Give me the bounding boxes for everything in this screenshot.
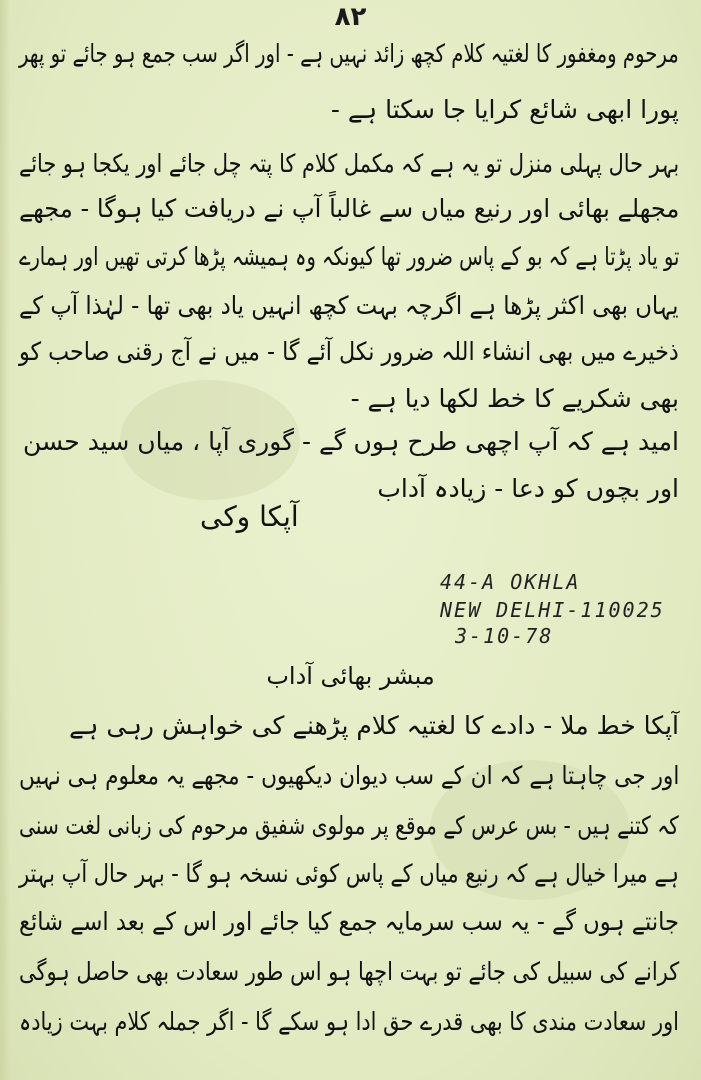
address-line-2: NEW DELHI-110025 <box>440 598 665 622</box>
address-date: 3-10-78 <box>455 624 554 648</box>
letter1-line: بھی شکریے کا خط لکھا دیا ہے - <box>350 384 679 413</box>
letter2-salutation: مبشر بھائی آداب <box>266 662 435 690</box>
letter2-line: اور سعادت مندی کا بھی قدرے حق ادا ہو سکے گا - اگر جملہ کلام بہت زیادہ <box>19 1007 679 1036</box>
letter2-line: کہ کتنے ہیں - بس عرس کے موقع پر مولوی شفیق مرحوم کی زبانی لغت سنی <box>19 811 679 840</box>
address-line-1: 44-A OKHLA <box>440 570 581 594</box>
letter2-line: آپکا خط ملا - دادے کا لغتیہ کلام پڑھنے کی خواہش رہی ہے <box>69 711 679 740</box>
letter1-line: یہاں بھی اکثر پڑھا ہے اگرچہ بہت کچھ انہیں یاد بھی تھا - لہٰذا آپ کے <box>19 291 679 320</box>
letter2-line: کرانے کی سبیل کی جائے تو بہت اچھا ہو اس طور سعادت بھی حاصل ہوگی <box>18 957 679 986</box>
letter1-signature: آپکا وکی <box>200 500 299 533</box>
letter2-line: جانتے ہوں گے - یہ سب سرمایہ جمع کیا جائے اور اس کے بعد اسے شائع <box>19 907 679 936</box>
binding-shadow <box>0 0 10 1080</box>
letter1-line: امید ہے کہ آپ اچھی طرح ہوں گے - گوری آپا ، میاں سید حسن <box>22 427 679 456</box>
page-number: ٨٢ <box>334 2 367 32</box>
letter1-line: پورا ابھی شائع کرایا جا سکتا ہے - <box>330 95 679 124</box>
letter1-line: مرحوم ومغفور کا لغتیہ کلام کچھ زائد نہیں ہے - اور اگر سب جمع ہو جائے تو پھر <box>19 39 679 68</box>
letter1-line: تو یاد پڑتا ہے کہ بو کے پاس ضرور تھا کیونکہ وہ ہمیشہ پڑھا کرتی تھیں اور ہمارے <box>18 242 679 271</box>
letter2-line: اور جی چاہتا ہے کہ ان کے سب دیوان دیکھیوں - مجھے یہ معلوم ہی نہیں <box>18 761 679 790</box>
letter1-line: بہر حال پہلی منزل تو یہ ہے کہ مکمل کلام کا پتہ چل جائے اور یکجا ہو جائے <box>18 149 679 178</box>
letter1-line: ذخیرے میں بھی انشاء اللہ ضرور نکل آئے گا - میں نے آج رقنی صاحب کو <box>19 337 679 366</box>
letter1-line: اور بچوں کو دعا - زیادہ آداب <box>377 474 679 503</box>
letter1-line: مجھلے بھائی اور رنیع میاں سے غالباً آپ نے دریافت کیا ہوگا - مجھے <box>18 194 679 223</box>
letter2-line: ہے میرا خیال ہے کہ رنیع میاں کے پاس کوئی نسخہ ہو گا - بہر حال آپ بہتر <box>19 859 679 888</box>
